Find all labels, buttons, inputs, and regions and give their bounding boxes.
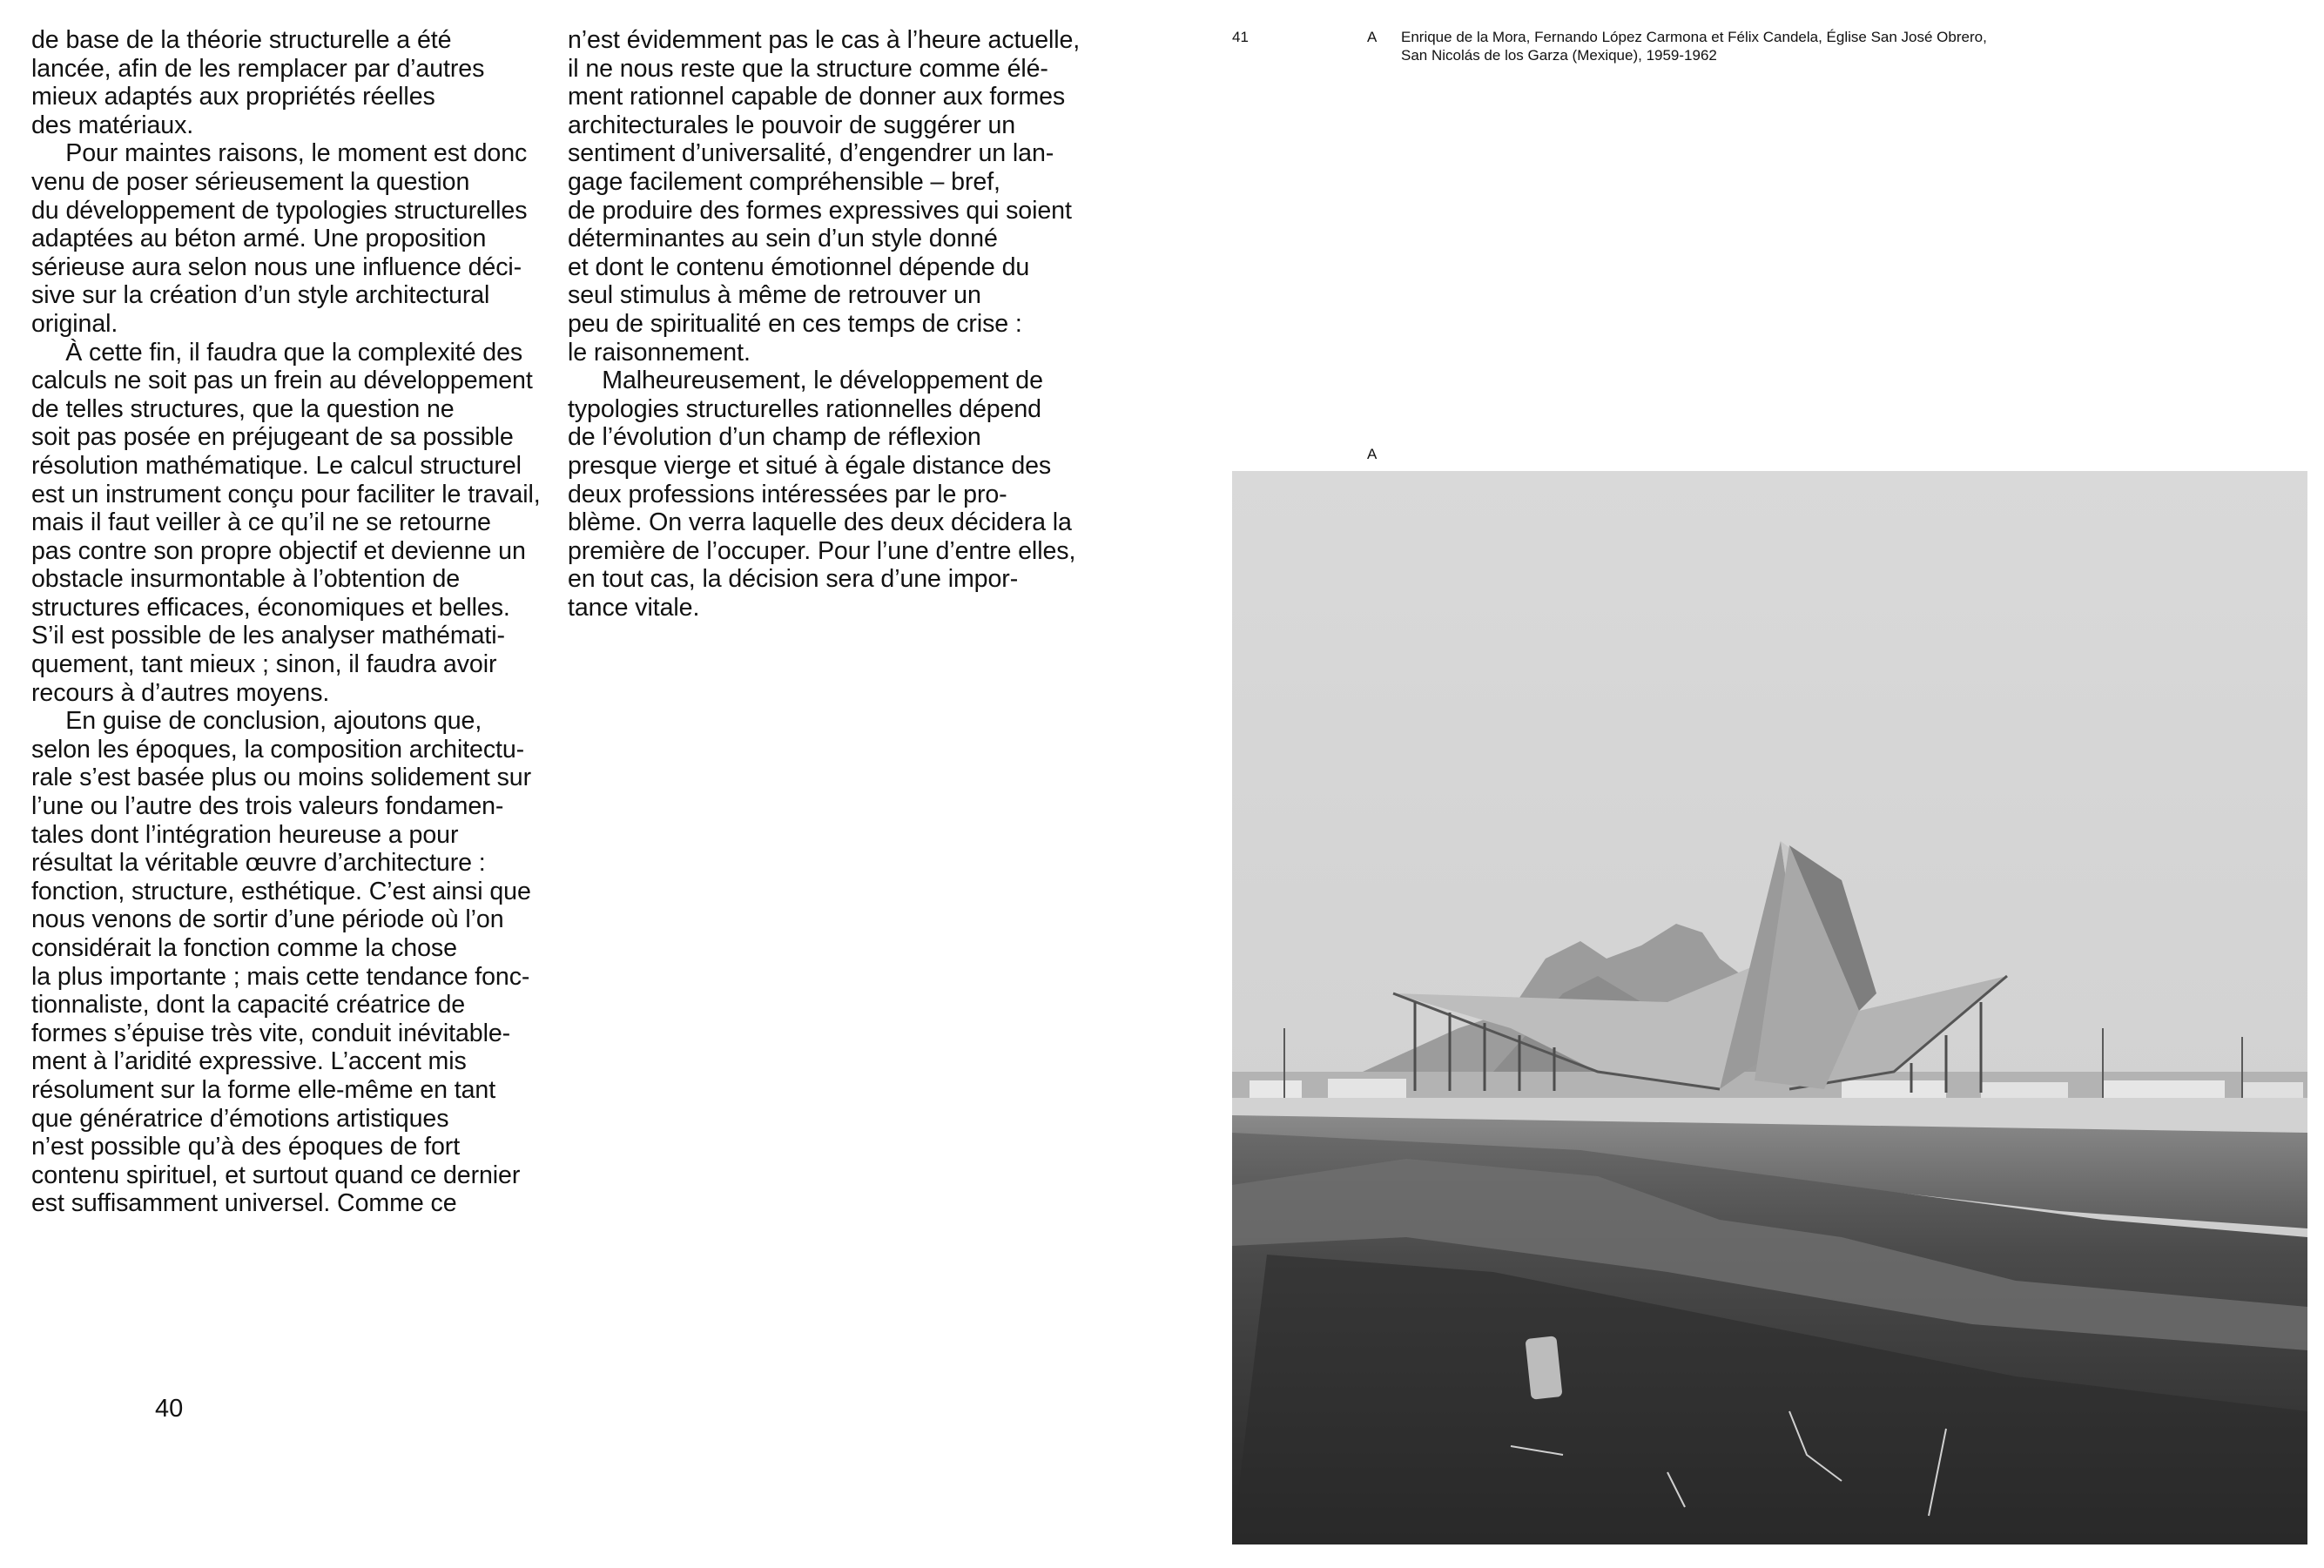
text-line: pas contre son propre objectif et devienne un (31, 536, 526, 565)
text-line: En guise de conclusion, ajoutons que, (31, 707, 482, 736)
text-line: S’il est possible de les analyser mathémati- (31, 622, 505, 650)
text-line: résultat la véritable œuvre d’architecture : (31, 849, 486, 878)
text-line: que génératrice d’émotions artistiques (31, 1104, 449, 1133)
text-line: adaptées au béton armé. Une proposition (31, 225, 487, 253)
text-line: gage facilement compréhensible – bref, (568, 167, 1000, 196)
text-line: recours à d’autres moyens. (31, 678, 330, 707)
text-line: sérieuse aura selon nous une influence déci- (31, 252, 522, 281)
text-line: seul stimulus à même de retrouver un (568, 281, 981, 310)
text-line: soit pas posée en préjugeant de sa possible (31, 423, 514, 452)
text-line: considérait la fonction comme la chose (31, 934, 457, 962)
text-line: la plus importante ; mais cette tendance fonc- (31, 962, 530, 991)
text-line: l’une ou l’autre des trois valeurs fondamen- (31, 792, 504, 821)
figure-label: A (1367, 446, 1378, 462)
text-line: blème. On verra laquelle des deux décidera la (568, 508, 1072, 537)
text-line: il ne nous reste que la structure comme élé- (568, 54, 1048, 83)
text-line: mais il faut veiller à ce qu’il ne se retourne (31, 508, 491, 537)
text-line: n’est possible qu’à des époques de fort (31, 1133, 461, 1161)
text-line: selon les époques, la composition architectu- (31, 735, 525, 764)
text-line: est suffisamment universel. Comme ce (31, 1189, 457, 1218)
text-line: de telles structures, que la question ne (31, 394, 455, 423)
page-number-left: 40 (155, 1395, 184, 1423)
church-photograph-image (1232, 471, 2307, 1544)
text-line: tionnaliste, dont la capacité créatrice de (31, 991, 466, 1020)
text-line: architecturales le pouvoir de suggérer un (568, 111, 1016, 139)
text-line: résolument sur la forme elle-même en tant (31, 1075, 496, 1104)
text-line: formes s’épuise très vite, conduit inévitable- (31, 1019, 511, 1047)
figure-caption (1401, 28, 1987, 64)
church-photograph (1232, 471, 2307, 1544)
text-line: sive sur la création d’un style architectural (31, 281, 490, 310)
text-line: obstacle insurmontable à l’obtention de (31, 565, 461, 594)
text-line: calculs ne soit pas un frein au développement (31, 367, 533, 395)
page-number-right: 41 (1232, 29, 1249, 45)
text-line: lancée, afin de les remplacer par d’autres (31, 54, 485, 83)
text-line: venu de poser sérieusement la question (31, 167, 470, 196)
text-line: Pour maintes raisons, le moment est donc (31, 139, 528, 168)
text-line: quement, tant mieux ; sinon, il faudra avoir (31, 650, 497, 679)
text-line: déterminantes au sein d’un style donné (568, 225, 998, 253)
text-column-2 (568, 26, 1108, 622)
text-line: mieux adaptés aux propriétés réelles (31, 83, 435, 111)
text-line: contenu spirituel, et surtout quand ce dernier (31, 1161, 521, 1189)
text-line: typologies structurelles rationnelles dépend (568, 394, 1041, 423)
text-line: première de l’occuper. Pour l’une d’entre elles, (568, 536, 1076, 565)
text-line: de l’évolution d’un champ de réflexion (568, 423, 981, 452)
text-line: presque vierge et situé à égale distance des (568, 451, 1052, 480)
text-line: sentiment d’universalité, d’engendrer un lan- (568, 139, 1054, 168)
text-line: du développement de typologies structurelles (31, 196, 528, 225)
caption-letter: A (1367, 29, 1378, 45)
text-line: des matériaux. (31, 111, 194, 139)
text-line: ment rationnel capable de donner aux formes (568, 83, 1066, 111)
text-line: peu de spiritualité en ces temps de crise : (568, 309, 1022, 338)
text-line: et dont le contenu émotionnel dépende du (568, 252, 1030, 281)
text-line: de produire des formes expressives qui soient (568, 196, 1072, 225)
text-line: en tout cas, la décision sera d’une impor- (568, 565, 1019, 594)
text-line: de base de la théorie structurelle a été (31, 26, 452, 54)
text-line: ment à l’aridité expressive. L’accent mis (31, 1047, 467, 1076)
text-line: fonction, structure, esthétique. C’est ainsi que (31, 877, 531, 905)
text-line: structures efficaces, économiques et belles. (31, 593, 510, 622)
caption-line: San Nicolás de los Garza (Mexique), 1959-1962 (1401, 47, 1717, 64)
text-line: n’est évidemment pas le cas à l’heure actuelle, (568, 26, 1081, 54)
text-column-1 (31, 26, 554, 1218)
text-line: le raisonnement. (568, 338, 751, 367)
text-line: deux professions intéressées par le pro- (568, 480, 1007, 508)
text-line: tales dont l’intégration heureuse a pour (31, 820, 459, 849)
text-line: nous venons de sortir d’une période où l’on (31, 905, 504, 934)
text-line: rale s’est basée plus ou moins solidement sur (31, 764, 532, 792)
text-line: résolution mathématique. Le calcul structurel (31, 451, 522, 480)
text-line: Malheureusement, le développement de (568, 367, 1043, 395)
caption-line: Enrique de la Mora, Fernando López Carmona et Félix Candela, Église San José Obrero, (1401, 29, 1987, 45)
text-line: tance vitale. (568, 593, 700, 622)
text-line: original. (31, 309, 118, 338)
text-line: À cette fin, il faudra que la complexité des (31, 338, 523, 367)
text-line: est un instrument conçu pour faciliter le travail, (31, 480, 541, 508)
